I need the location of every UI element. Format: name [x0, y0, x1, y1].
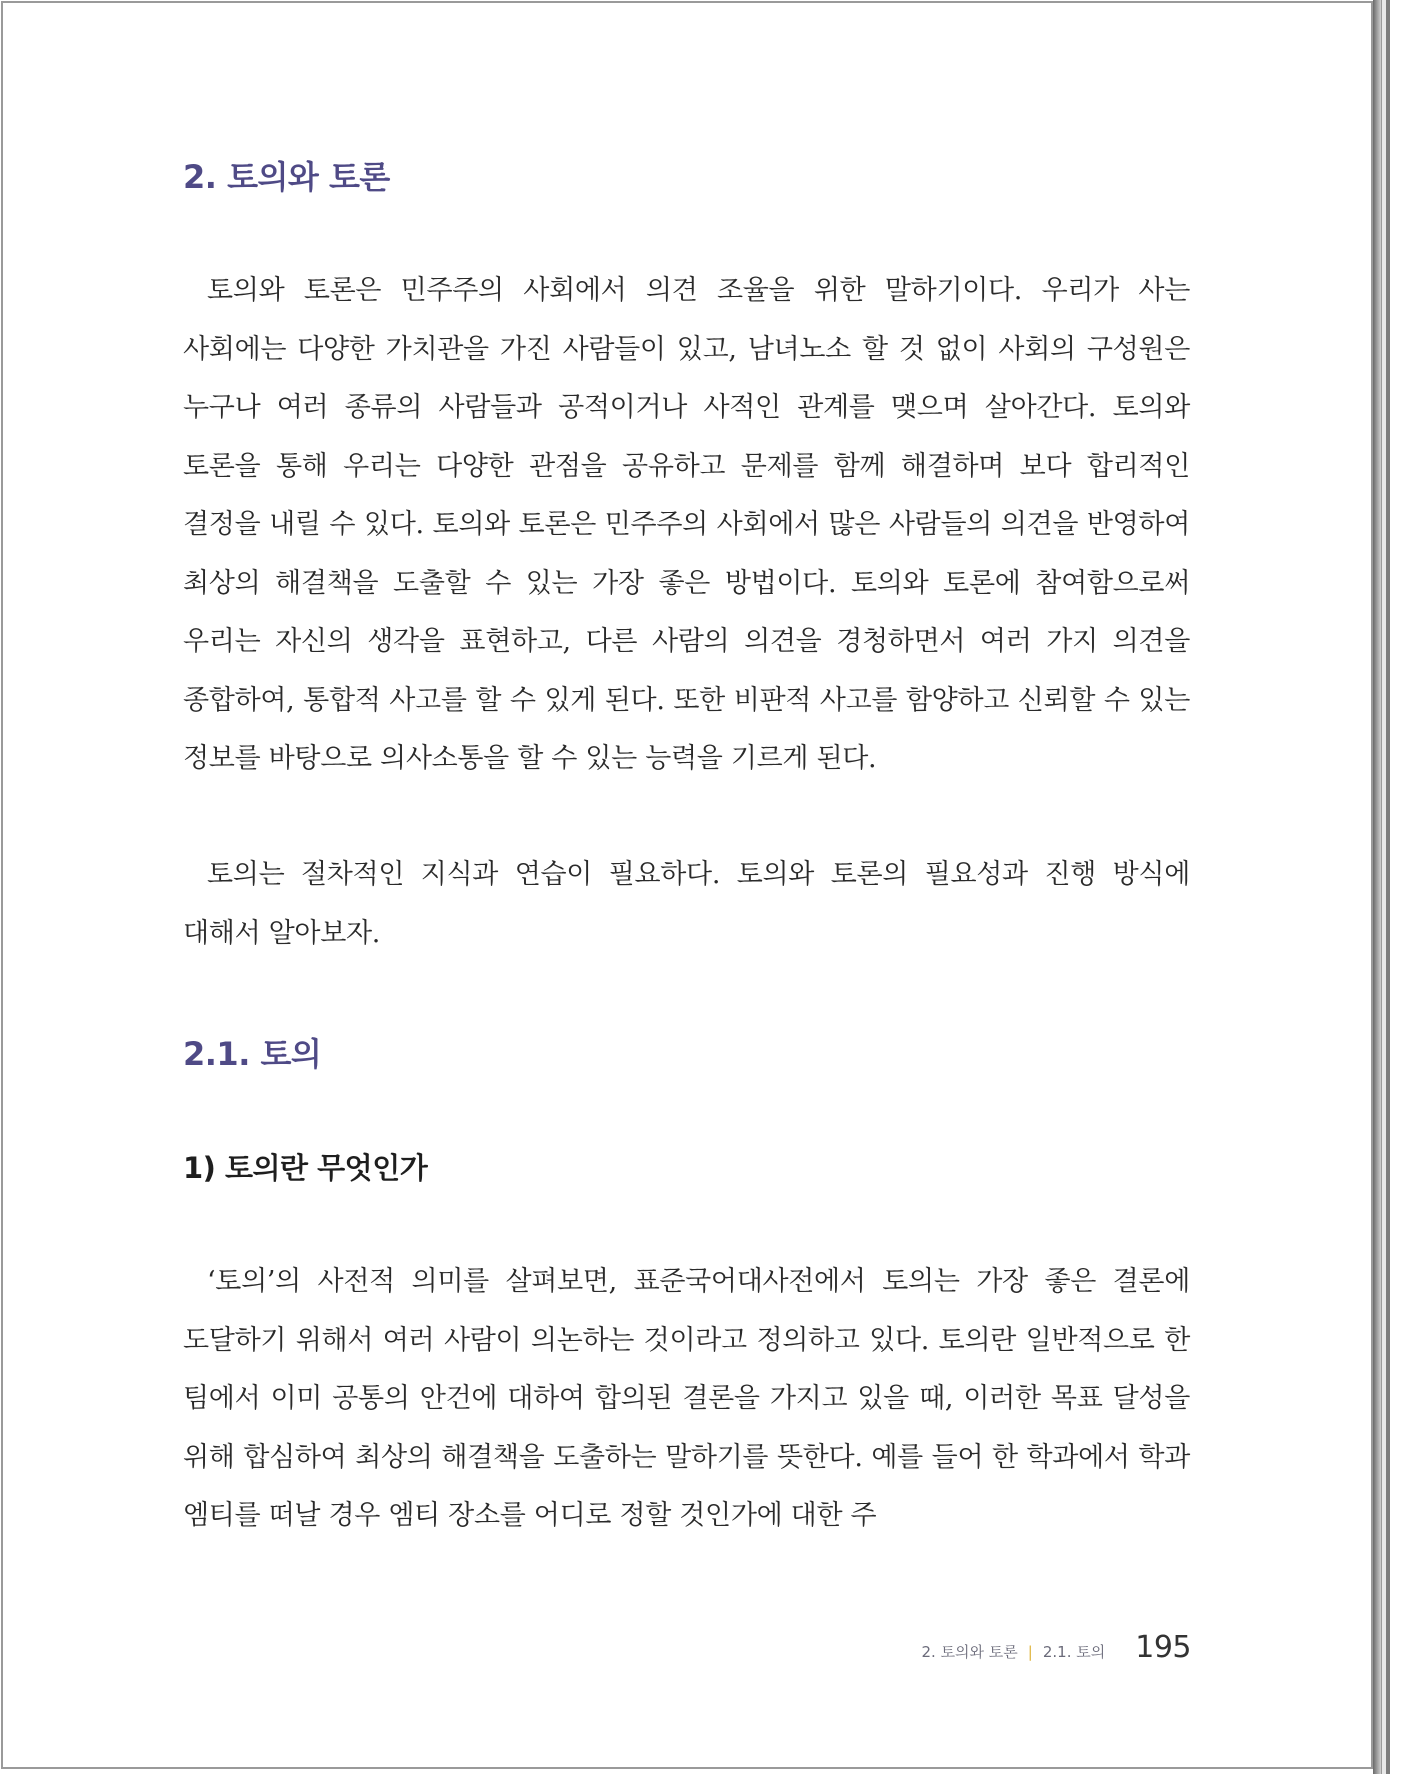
- intro-paragraph-2: 토의는 절차적인 지식과 연습이 필요하다. 토의와 토론의 필요성과 진행 방식에 대해서 알아보자.: [183, 859, 1190, 949]
- intro-paragraph-1: 토의와 토론은 민주주의 사회에서 의견 조율을 위한 말하기이다. 우리가 사는 사회에는 다양한 가치관을 가진 사람들이 있고, 남녀노소 할 것 없이 사회의 구성원은 누구나 여러 종류의 사람들과 공적이거나 사적인 관계를 맺으며 살아간다. 토의와 토론을 통해 우리는 다양한 관점을 공유하고 문제를 함께 해결하며 보다 합리적인 결정을 내릴 수 있다. 토의와 토론은 민주주의 사회에서 많은 사람들의 의견을 반영하여 최상의 해결책을 도출할 수 있는 가장 좋은 방법이다. 토의와 토론에 참여함으로써 우리는 자신의 생각을 표현하고, 다른 사람의 의견을 경청하면서 여러 가지 의견을 종합하여, 통합적 사고를 할 수 있게 된다. 또한 비판적 사고를 함양하고 신뢰할 수 있는 정보를 바탕으로 의사소통을 할 수 있는 능력을 기르게 된다.: [183, 275, 1190, 774]
- page-footer: [921, 1630, 1191, 1665]
- heading-what-is-discussion: 1) 토의란 무엇인가: [183, 1151, 428, 1185]
- subsection-title: 2.1. 토의: [183, 1035, 322, 1073]
- section-title: 2. 토의와 토론: [183, 158, 390, 196]
- page-edge-shadow: [1373, 0, 1381, 1774]
- definition-paragraph: ‘토의’의 사전적 의미를 살펴보면, 표준국어대사전에서 토의는 가장 좋은 결론에 도달하기 위해서 여러 사람이 의논하는 것이라고 정의하고 있다. 토의란 일반적으로 한 팀에서 이미 공통의 안건에 대하여 합의된 결론을 가지고 있을 때, 이러한 목표 달성을 위해 합심하여 최상의 해결책을 도출하는 말하기를 뜻한다. 예를 들어 한 학과에서 학과 엠티를 떠날 경우 엠티 장소를 어디로 정할 것인가에 대한 주: [183, 1266, 1190, 1531]
- footer-section: 2.1. 토의: [1042, 1643, 1106, 1661]
- footer-chapter: 2. 토의와 토론: [921, 1643, 1018, 1661]
- page-number: 195: [1135, 1630, 1191, 1665]
- page-edge-margin: [1390, 0, 1426, 1774]
- footer-separator: |: [1027, 1643, 1033, 1661]
